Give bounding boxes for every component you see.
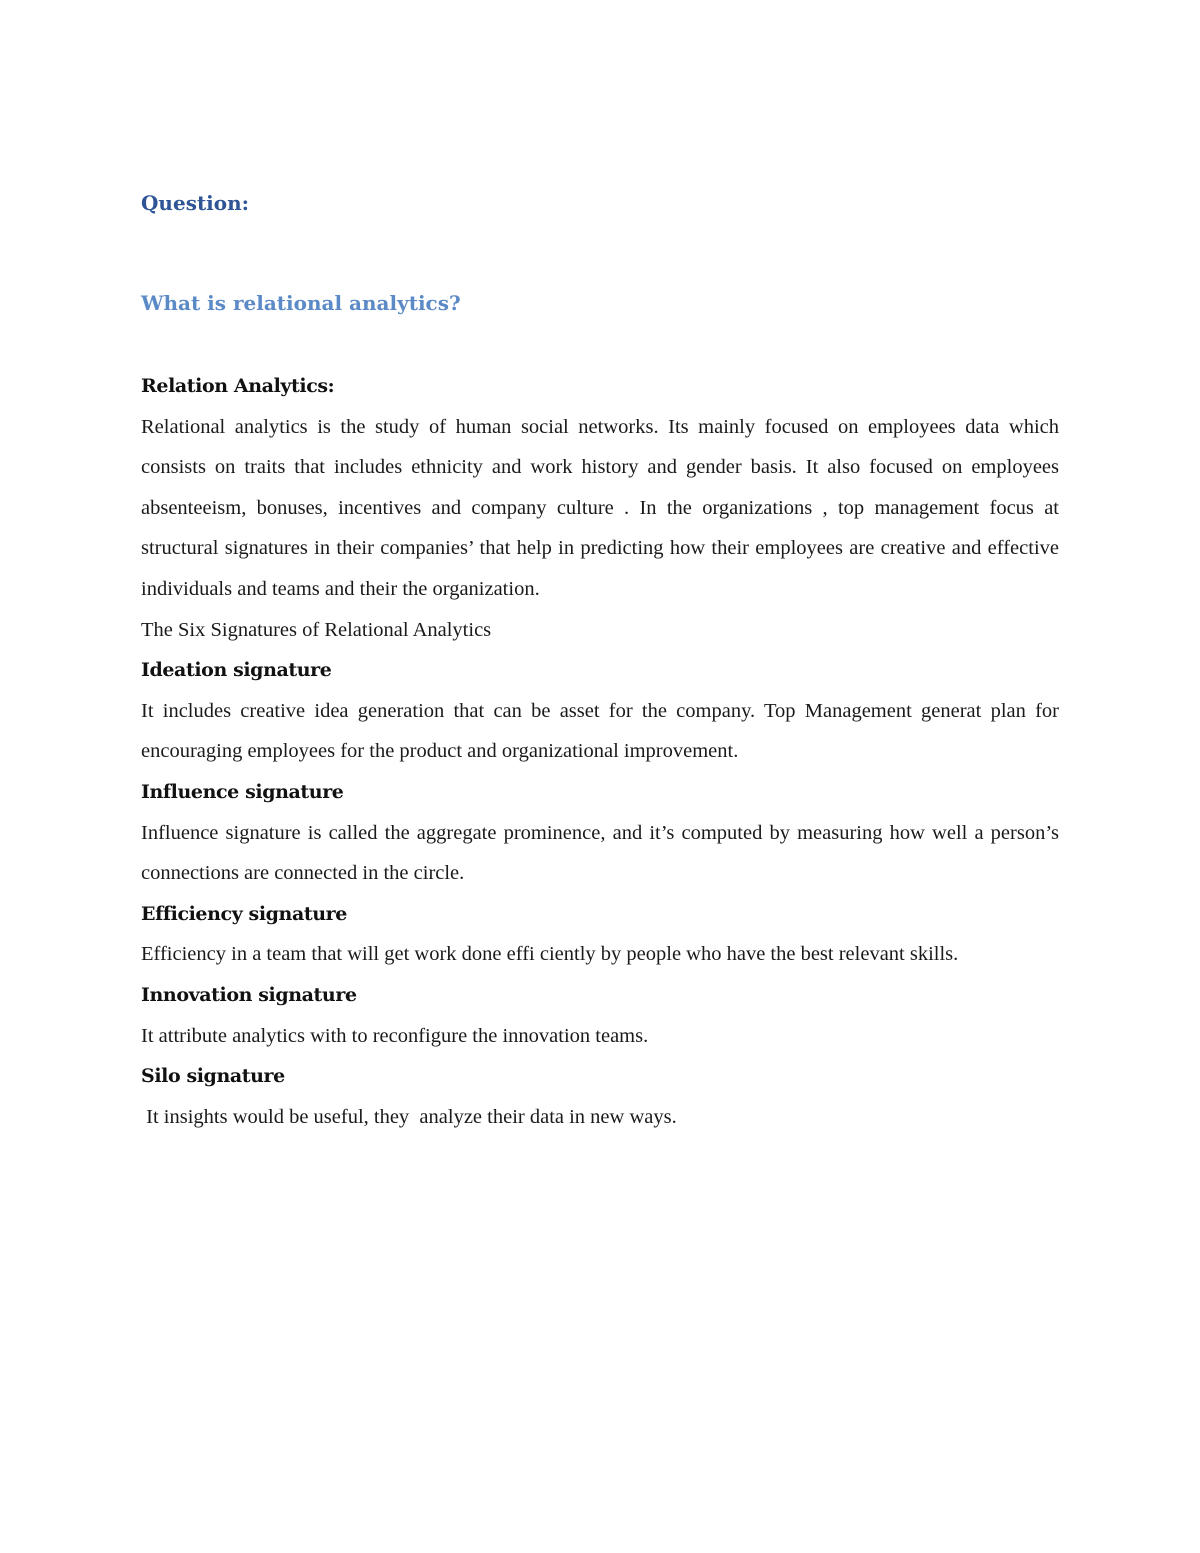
signatures-title: The Six Signatures of Relational Analytics xyxy=(141,618,492,641)
question-label: Question: xyxy=(141,191,250,215)
signature-title-efficiency: Efficiency signature xyxy=(141,902,347,925)
signature-title-influence: Influence signature xyxy=(141,780,344,803)
signature-text-ideation: It includes creative idea generation that can be asset for the company. Top Management generat plan for encouraging employees for the product and organizational improvement. xyxy=(141,699,1059,763)
document-body xyxy=(141,185,1059,1137)
question-text: What is relational analytics? xyxy=(141,291,461,315)
answer-intro: Relational analytics is the study of human social networks. Its mainly focused on employees data which consists on traits that includes ethnicity and work history and gender basis. It also focused on employees absenteeism, bonuses, incentives and company culture . In the organizations , top management focus at structural signatures in their companies’ that help in predicting how their employees are creative and effective individuals and teams and their the organization. xyxy=(141,415,1059,600)
signature-text-silo: It insights would be useful, they analyze their data in new ways. xyxy=(141,1105,677,1128)
signature-title-innovation: Innovation signature xyxy=(141,983,357,1006)
signature-text-innovation: It attribute analytics with to reconfigure the innovation teams. xyxy=(141,1024,649,1047)
signature-title-silo: Silo signature xyxy=(141,1065,285,1088)
signature-title-ideation: Ideation signature xyxy=(141,659,332,682)
answer-heading: Relation Analytics: xyxy=(141,375,335,397)
signature-text-efficiency: Efficiency in a team that will get work done effi ciently by people who have the best relevant skills. xyxy=(141,943,959,966)
signature-text-influence: Influence signature is called the aggregate prominence, and it’s computed by measuring how well a person’s connections are connected in the circle. xyxy=(141,821,1059,885)
